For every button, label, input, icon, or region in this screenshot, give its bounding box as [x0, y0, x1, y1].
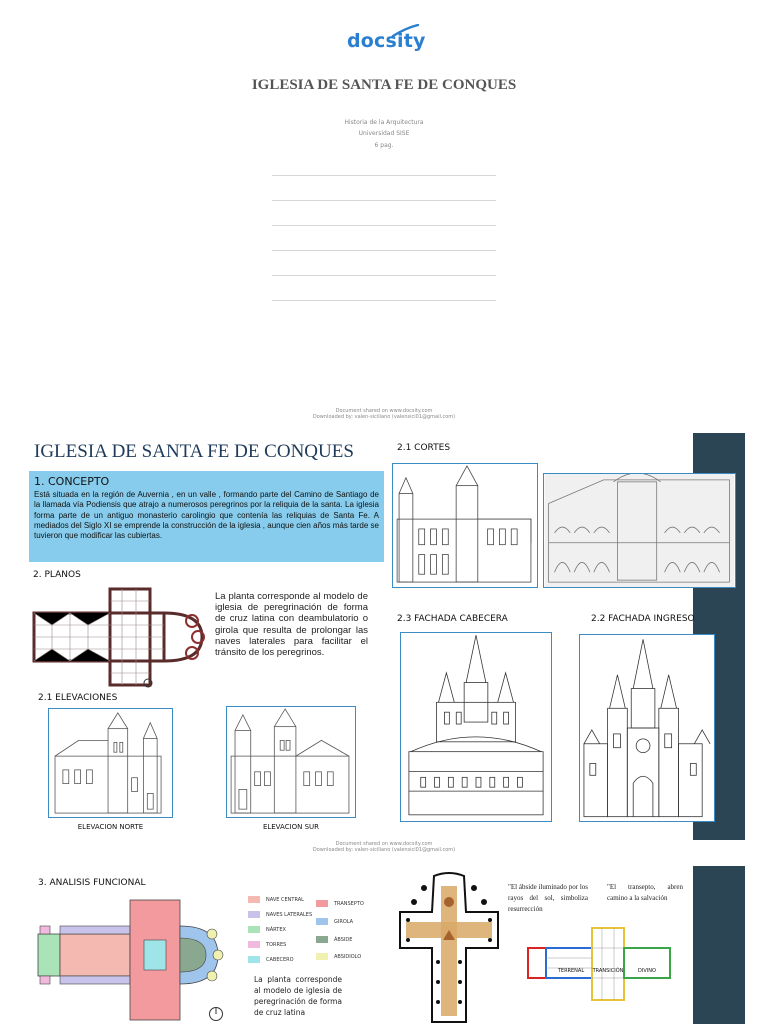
functional-plan-image: [36, 896, 226, 1024]
zone-transicion-label: TRANSICIÓN: [592, 968, 624, 974]
zone-terrenal-label: TERRENAL: [557, 968, 585, 974]
cross-plan-image: [394, 872, 504, 1024]
legend-swatch: [248, 941, 260, 948]
cover-title: IGLESIA DE SANTA FE DE CONQUES: [251, 77, 517, 93]
concept-heading: 1. CONCEPTO: [34, 475, 110, 488]
elevation-north-caption: ELEVACION NORTE: [77, 823, 144, 831]
legend-label: ÁBSIDE: [334, 936, 353, 943]
quote-transepto: "El transepto, abren camino a la salvación: [607, 883, 683, 902]
planos-text: La planta corresponde al modelo de iglesia de peregrinación de forma de cruz latina con deambulatorio o girola que resulta de prolongar las naves laterales para facilitar el tránsito de los peregrinos.: [215, 591, 368, 659]
cover-university: Universidad SISE: [358, 130, 410, 137]
legend-item: [316, 918, 353, 925]
shared-line: Document shared on www.docsity.com: [335, 841, 433, 847]
legend-note: La planta corresponde al modelo de iglesia de peregrinación de forma de cruz latina: [254, 975, 342, 1017]
fachada-cabecera-heading: 2.3 FACHADA CABECERA: [397, 614, 508, 624]
cover-subject: Historia de la Arquitectura: [344, 119, 424, 126]
logo-text: docsity: [347, 30, 426, 52]
shared-notice: [234, 841, 534, 853]
legend-swatch: [248, 956, 260, 963]
cover-pages: 6 pag.: [374, 142, 394, 149]
legend-item: [248, 941, 286, 948]
legend-item: [248, 956, 294, 963]
poster-slide-2: [24, 866, 745, 1024]
legend-swatch: [316, 953, 328, 960]
legend-item: [316, 900, 364, 907]
legend-item: [248, 911, 312, 918]
legend-label: GIROLA: [334, 918, 354, 925]
legend-label: NAVES LATERALES: [266, 911, 313, 918]
legend-item: [248, 926, 286, 933]
legend-label: ABSIDIOLO: [334, 953, 362, 960]
legend-swatch: [316, 900, 328, 907]
cover-divider: [272, 300, 496, 301]
slide-sidebar: [693, 866, 745, 1024]
cover-divider: [272, 225, 496, 226]
cortes-heading: 2.1 CORTES: [397, 443, 451, 453]
compass-icon: [208, 1006, 224, 1022]
downloaded-line: Downloaded by: valen-siciliano (valensici01@gmail.com): [312, 414, 456, 420]
legend-item: [316, 936, 352, 943]
elevaciones-heading: 2.1 ELEVACIONES: [38, 693, 118, 703]
elevation-south-image: [226, 706, 356, 818]
zone-divino-label: DIVINO: [638, 968, 656, 974]
legend-label: CABECERO: [266, 956, 294, 963]
section-cut-image: [392, 463, 538, 588]
legend-swatch: [316, 918, 328, 925]
downloaded-line: Downloaded by: valen-siciliano (valensici01@gmail.com): [312, 847, 456, 853]
legend-swatch: [248, 911, 260, 918]
poster-slide-1: [24, 433, 745, 840]
concept-box: [29, 471, 384, 562]
legend-swatch: [248, 926, 260, 933]
section-perspective-image: [543, 473, 736, 588]
legend-swatch: [248, 896, 260, 903]
concept-text: Está situada en la región de Auvernia , en un valle , formando parte del Camino de Santiago de la llamada vía Podiensis que atrajo a numerosos peregrinos por la reliquia de la santa. La iglesia forma parte de un antiguo monasterio carolingio que contenía las reliquias de Santa Fe. A mediados del Siglo XI se emprende la construcción de la iglesia , aunque cien años más tarde se tuvieron que modificar las cubiertas.: [34, 490, 379, 541]
cover-divider: [272, 250, 496, 251]
legend-label: TORRES: [266, 941, 287, 948]
logo-arc-icon: [391, 24, 421, 38]
slide-title: IGLESIA DE SANTA FE DE CONQUES: [34, 441, 354, 462]
legend-swatch: [316, 936, 328, 943]
legend-label: TRANSEPTO: [334, 900, 364, 907]
elevation-north-image: [48, 708, 173, 818]
facade-apse-image: [400, 632, 552, 822]
floor-plan-image: [32, 585, 210, 689]
facade-entrance-image: [579, 634, 715, 822]
cover-divider: [272, 200, 496, 201]
legend-item: [316, 953, 361, 960]
cover-divider: [272, 275, 496, 276]
shared-line: Document shared on www.docsity.com: [335, 408, 433, 414]
elevation-south-caption: ELEVACION SUR: [262, 823, 320, 831]
cover-divider: [272, 175, 496, 176]
docsity-logo: [347, 24, 426, 54]
legend-item: [248, 896, 304, 903]
plan-legend: [248, 896, 378, 966]
legend-label: NÁRTEX: [266, 926, 286, 933]
analisis-heading: 3. ANALISIS FUNCIONAL: [38, 878, 146, 888]
fachada-ingreso-heading: 2.2 FACHADA INGRESO: [591, 614, 695, 624]
legend-label: NAVE CENTRAL: [266, 896, 304, 903]
zones-plan-image: [524, 924, 674, 1004]
planos-heading: 2. PLANOS: [33, 570, 81, 580]
shared-notice: [234, 408, 534, 420]
quote-abside: "El ábside iluminado por los rayos del sol, simboliza resurrección: [508, 883, 588, 913]
